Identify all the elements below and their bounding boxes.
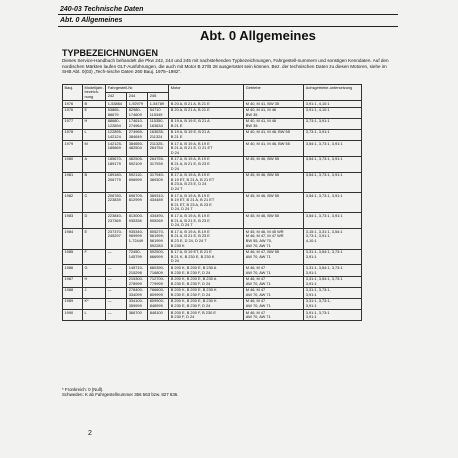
cell-c244: 935340- 969999 1-72449 bbox=[127, 229, 148, 249]
cell-motor: B 20 A, B 21 A, B 21 E bbox=[169, 101, 244, 108]
cell-modell: C bbox=[83, 193, 106, 213]
cell-achs: 3,31:1, 3,54:1, 3,73:1 3,91:1 bbox=[304, 276, 362, 287]
cell-motor: B 20 A, B 21 A, B 21 E bbox=[169, 107, 244, 118]
cell-bauj: 1980 bbox=[63, 156, 83, 172]
cell-achs: 3,54:1, 3,73:1, 3,91:1 bbox=[304, 141, 362, 157]
col-header-motor: Motor bbox=[169, 85, 244, 101]
cell-getriebe: M 46, M 47 AW 70, AW 71 bbox=[244, 287, 304, 298]
cell-achs: 3,54:1, 3,73:1, 3,91:1 bbox=[304, 156, 362, 172]
cell-modell: G bbox=[83, 265, 106, 276]
cell-modell: D bbox=[83, 213, 106, 229]
table-row bbox=[63, 229, 362, 249]
table-row bbox=[63, 141, 362, 157]
cell-achs: 3,91:1, 4,10:1 bbox=[304, 101, 362, 108]
cell-bauj: 1990 bbox=[63, 310, 83, 321]
cell-getriebe: M 40, M 41, M 46, BW 55 bbox=[244, 141, 304, 157]
cell-c245: 592500- 666999 bbox=[148, 249, 169, 265]
cell-getriebe: M 46, M 47 AW 70, AW 71 bbox=[244, 298, 304, 309]
cell-modell: J bbox=[83, 287, 106, 298]
table-row bbox=[63, 129, 362, 140]
cell-motor: B 17 A, B 19 A, B 19 E B 21 A, B 21 E, B 23 E B 23 E, D 24, D 24 T B 230 K bbox=[169, 229, 244, 249]
cell-achs: 3,31:1, 3,54:1, 3,73:1 3,91:1 bbox=[304, 249, 362, 265]
cell-achs: 3,91:1, 4,10:1 bbox=[304, 107, 362, 118]
table-row bbox=[63, 249, 362, 265]
cell-modell: A bbox=[83, 156, 106, 172]
cell-c244: 384650- 482504 bbox=[127, 141, 148, 157]
cell-c245: 660390- 716809 bbox=[148, 265, 169, 276]
cell-getriebe: M 40, M 41, M 46 BW 35 bbox=[244, 118, 304, 129]
cell-c242: — bbox=[106, 298, 127, 309]
type-designation-table bbox=[62, 84, 362, 321]
cell-c245: 434490- 505269 bbox=[148, 213, 169, 229]
cell-bauj: 1989 bbox=[63, 298, 83, 309]
table-row bbox=[63, 276, 362, 287]
table-row bbox=[63, 101, 362, 108]
table-row bbox=[63, 265, 362, 276]
cell-c244: 366700 bbox=[127, 310, 148, 321]
section-title: TYPBEZEICHNUNGEN bbox=[62, 48, 159, 58]
cell-bauj: 1983 bbox=[63, 213, 83, 229]
cell-c244: 482505- 592109 bbox=[127, 156, 148, 172]
cell-getriebe: M 40, M 41, M 46, BW 55 bbox=[244, 129, 304, 140]
cell-motor: B 19 A, B 19 E, B 21 A B 21 E bbox=[169, 129, 244, 140]
cell-getriebe: M 45, M 46, BW 55 bbox=[244, 156, 304, 172]
cell-motor: B 200 K, B 200 E, B 230 K B 230 E, B 230 F, D 24 bbox=[169, 287, 244, 298]
table-row bbox=[63, 193, 362, 213]
cell-achs: 3,54:1, 3,73:1, 3,91:1 bbox=[304, 172, 362, 192]
cell-getriebe: M 46, M 47, BW 55 AW 70, AW 71 bbox=[244, 249, 304, 265]
cell-c244: 334100- 359999 bbox=[127, 298, 148, 309]
cell-c245: 848100 bbox=[148, 310, 169, 321]
cell-c244: 82980- 174609 bbox=[127, 107, 148, 118]
table-row bbox=[63, 172, 362, 192]
cell-getriebe: M 46, M 47 AW 70, AW 71 bbox=[244, 276, 304, 287]
cell-achs: 3,31:1, 3,73:1, 3,91:1 bbox=[304, 298, 362, 309]
table-row bbox=[63, 107, 362, 118]
header-rule bbox=[58, 14, 398, 15]
cell-c245: 712700- 779999 bbox=[148, 276, 169, 287]
cell-achs: 3,31:1, 3,54:1, 3,73:1 3,91:1 bbox=[304, 265, 362, 276]
cell-c242: — bbox=[106, 276, 127, 287]
table-row bbox=[63, 213, 362, 229]
cell-getriebe: M 46, M 47 AW 70, AW 71 bbox=[244, 265, 304, 276]
cell-motor: B 17 A, B 19 A, B 19 E B 21 A, B 21 E, B 23 E D 24 bbox=[169, 156, 244, 172]
cell-motor: B 17 A, B 19 A, B 19 E B 19 ET, B 21 A, B 21 ET B 23 A, B 23 E, D 24 D 24 T bbox=[169, 172, 244, 192]
cell-c245: 115350- 163634 bbox=[148, 118, 169, 129]
cell-motor: B 200 E, B 200 F, B 230 E B 230 F, D 24 bbox=[169, 310, 244, 321]
col-header-bauj: Bauj. bbox=[63, 85, 83, 101]
cell-c244: 145710- 215298 bbox=[127, 265, 148, 276]
cell-motor: B 17 A, B 19 A, B 19 E B 21 A, B 21 E, D 21 ET D 24 bbox=[169, 141, 244, 157]
header-rule-lower bbox=[58, 26, 398, 27]
cell-achs: 3,54:1, 3,73:1, 3,91:1 bbox=[304, 193, 362, 213]
cell-c245: 505270- 561999; 561999 592283 bbox=[148, 229, 169, 249]
intro-paragraph: Dieses Service-Handbuch behandelt die Pkw 242, 244 und 245 mit nachstehenden Typbezeichnungen, Fahrgestell-nummern und sonstigen Kenndaten. Auf den nordischen Märkten laufen GLT-Ausführungen, die auch mit Motor B 27/B 28 ausgerüstet sein können. Bez. der technischen Daten zu diesen Motoren, siehe im SHB Abt. 0(03) „Tech-nische Daten 260 Bauj. 1975–1982". bbox=[62, 58, 389, 75]
table-row bbox=[63, 287, 362, 298]
cell-motor: B 17 A, B 19 A, B 19 E B 19 ET, B 21 A, B 21 ET B 21 ET, B 23 A, B 23 E D 24, D 24 T bbox=[169, 193, 244, 213]
cell-c242: 122895- 142124 bbox=[106, 129, 127, 140]
cell-bauj: 1977 bbox=[63, 118, 83, 129]
running-header: 240-03 Technische Daten bbox=[60, 6, 144, 13]
cell-c245: 809900- 848999 bbox=[148, 298, 169, 309]
cell-getriebe: M 45, M 46, M 45 WR M 46, M 47, M 47 WR BW 55, AW 70, AW 70, AW 71 bbox=[244, 229, 304, 249]
cell-modell: L bbox=[83, 310, 106, 321]
cell-modell: B bbox=[83, 172, 106, 192]
cell-c242: 206780- 223839 bbox=[106, 193, 127, 213]
cell-bauj: 1985 bbox=[63, 249, 83, 265]
cell-c244: 215300- 278999 bbox=[127, 276, 148, 287]
cell-bauj: 1986 bbox=[63, 265, 83, 276]
footnote: * Fronkreich: 0 (Null). Schweden: K ab Fahrgestellnummer 356 563 bzw. 827 636. bbox=[62, 387, 179, 398]
cell-c242: 189180- 206779 bbox=[106, 172, 127, 192]
cell-bauj: 1987 bbox=[63, 276, 83, 287]
cell-modell: F bbox=[83, 249, 106, 265]
cell-motor: B 200 K, B 200 E, B 230 A B 230 E, B 230 F, D 24 bbox=[169, 276, 244, 287]
cell-c245: 766600- 809999 bbox=[148, 287, 169, 298]
cell-c244: 1-92979 bbox=[127, 101, 148, 108]
cell-motor: B 17 A, B 19 ET, B 21 E B 21 K, B 230 E, B 230 K D 24 bbox=[169, 249, 244, 265]
cell-c244: 813000- 935336 bbox=[127, 213, 148, 229]
cell-bauj: 1976 bbox=[63, 101, 83, 108]
table-row bbox=[63, 156, 362, 172]
cell-achs: 3,73:1, 3,91:1 bbox=[304, 118, 362, 129]
cell-c245: 1-54789 bbox=[148, 101, 169, 108]
cell-c245: 211325- 264754 bbox=[148, 141, 169, 157]
cell-getriebe: M 40, M 41, BW 35 bbox=[244, 101, 304, 108]
cell-c244: 696709- 812999 bbox=[127, 193, 148, 213]
cell-modell: H bbox=[83, 276, 106, 287]
cell-achs: 3,73:1, 3,91:1 bbox=[304, 129, 362, 140]
cell-motor: B 17 A, B 19 A, B 19 E B 21 A, B 21 E, B 23 E D 24, D 24 T bbox=[169, 213, 244, 229]
cell-modell: K* bbox=[83, 298, 106, 309]
cell-c244: 274965- 384649 bbox=[127, 129, 148, 140]
cell-c242: — bbox=[106, 249, 127, 265]
col-header-242: 242 bbox=[106, 93, 127, 101]
col-header-getriebe: Getriebe bbox=[244, 85, 304, 101]
cell-c242: — bbox=[106, 287, 127, 298]
cell-achs: 3,91:1, 3,73:1 3,91:1 bbox=[304, 310, 362, 321]
col-header-fahrgestell: Fahrgestell-Nr. bbox=[106, 85, 169, 93]
cell-getriebe: M 46, M 47 AW 70, AW 71 bbox=[244, 310, 304, 321]
cell-c244: 592110- 696999 bbox=[127, 172, 148, 192]
cell-c242: 88680- 122894 bbox=[106, 118, 127, 129]
cell-modell: H bbox=[83, 118, 106, 129]
cell-c245: 317940- 369309 bbox=[148, 172, 169, 192]
cell-c245: 54710 115349 bbox=[148, 107, 169, 118]
cell-getriebe: M 45, M 46, BW 55 bbox=[244, 193, 304, 213]
cell-c244: 174610- 274964 bbox=[127, 118, 148, 129]
cell-achs: 3,15:1, 3,31:1, 3,54:1 3,73:1, 3,91:1 4,10:1 bbox=[304, 229, 362, 249]
cell-c242: 53865- 88679 bbox=[106, 107, 127, 118]
col-header-modell: Modelljahr-bezeich-nung bbox=[84, 84, 104, 99]
cell-c244: 278400- 334099 bbox=[127, 287, 148, 298]
cell-c242: 142125- 185669 bbox=[106, 141, 127, 157]
table-row bbox=[63, 310, 362, 321]
cell-c245: 163635- 211324 bbox=[148, 129, 169, 140]
cell-c242: — bbox=[106, 310, 127, 321]
cell-c245: 369310- 434489 bbox=[148, 193, 169, 213]
page-number: 2 bbox=[88, 430, 92, 437]
cell-bauj: 1982 bbox=[63, 193, 83, 213]
cell-modell: M bbox=[83, 141, 106, 157]
cell-bauj: 1981 bbox=[63, 172, 83, 192]
cell-modell: E bbox=[83, 107, 106, 118]
cell-c242: 185670- 189179 bbox=[106, 156, 127, 172]
page-title: Abt. 0 Allgemeines bbox=[200, 28, 316, 43]
cell-c245: 264755- 317939 bbox=[148, 156, 169, 172]
cell-getriebe: M 45, M 46, BW 55 bbox=[244, 172, 304, 192]
table-row bbox=[63, 298, 362, 309]
cell-c242: 237370- 245297 bbox=[106, 229, 127, 249]
cell-bauj: 1976 bbox=[63, 107, 83, 118]
cell-motor: B 19 A, B 19 E, B 21 A B 21 E bbox=[169, 118, 244, 129]
cell-c242: — bbox=[106, 265, 127, 276]
cell-modell: L bbox=[83, 129, 106, 140]
cell-c242: 1-53864 bbox=[106, 101, 127, 108]
col-header-244: 244 bbox=[127, 93, 148, 101]
cell-achs: 3,31:1, 3,73:1, 3,91:1 bbox=[304, 287, 362, 298]
cell-getriebe: M 40, M 41, M 46 BW 35 bbox=[244, 107, 304, 118]
running-subheader: Abt. 0 Allgemeines bbox=[60, 17, 123, 24]
cell-modell: E bbox=[83, 229, 106, 249]
cell-bauj: 1978 bbox=[63, 129, 83, 140]
cell-c242: 223840- 237369 bbox=[106, 213, 127, 229]
cell-bauj: 1988 bbox=[63, 287, 83, 298]
cell-bauj: 1979 bbox=[63, 141, 83, 157]
cell-bauj: 1984 bbox=[63, 229, 83, 249]
cell-achs: 3,54:1, 3,73:1, 3,91:1 bbox=[304, 213, 362, 229]
cell-motor: B 200 K, B 200 E, B 230 A B 230 E, B 230 F, D 24 bbox=[169, 265, 244, 276]
cell-c244: 72450- 145799 bbox=[127, 249, 148, 265]
cell-getriebe: M 45, M 46, BW 55 bbox=[244, 213, 304, 229]
col-header-achs: Achsgetriebe-untersetzung bbox=[304, 85, 362, 101]
cell-motor: B 200 K, B 200 E, B 230 K B 230 E, B 230 F, D 24 bbox=[169, 298, 244, 309]
table-row bbox=[63, 118, 362, 129]
cell-modell: B bbox=[83, 101, 106, 108]
col-header-245: 245 bbox=[148, 93, 169, 101]
